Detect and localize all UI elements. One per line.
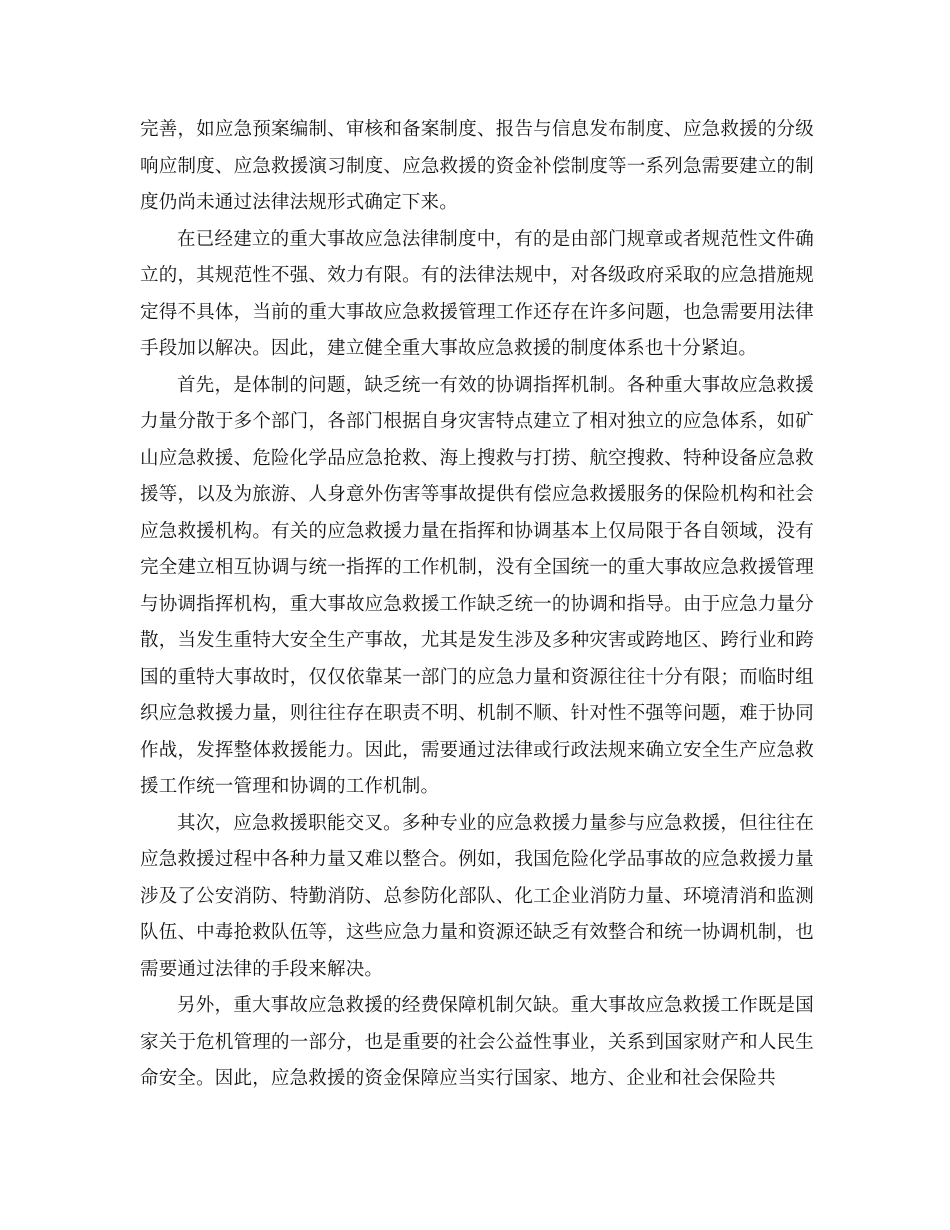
paragraph-1: 完善，如应急预案编制、审核和备案制度、报告与信息发布制度、应急救援的分级响应制度、应急救援演习制度、应急救援的资金补偿制度等一系列急需要建立的制度仍尚未通过法律法规形式确定下来。	[140, 119, 814, 213]
paragraph-3: 首先，是体制的问题，缺乏统一有效的协调指挥机制。各种重大事故应急救援力量分散于多个部门，各部门根据自身灾害特点建立了相对独立的应急体系，如矿山应急救援、危险化学品应急抢救、海上搜救与打捞、航空搜救、特种设备应急救援等，以及为旅游、人身意外伤害等事故提供有偿应急救援服务的保险机构和社会应急救援机构。有关的应急救援力量在指挥和协调基本上仅局限于各自领域，没有完全建立相互协调与统一指挥的工作机制，没有全国统一的重大事故应急救援管理与协调指挥机构，重大事故应急救援工作缺乏统一的协调和指导。由于应急力量分散，当发生重特大安全生产事故，尤其是发生涉及多种灾害或跨地区、跨行业和跨国的重特大事故时，仅仅依靠某一部门的应急力量和资源往往十分有限；而临时组织应急救援力量，则往往存在职责不明、机制不顺、针对性不强等问题，难于协同作战，发挥整体救援能力。因此，需要通过法律或行政法规来确立安全生产应急救援工作统一管理和协调的工作机制。	[140, 374, 814, 797]
document-body	[140, 112, 814, 1098]
paragraph-5: 另外，重大事故应急救援的经费保障机制欠缺。重大事故应急救援工作既是国家关于危机管理的一部分，也是重要的社会公益性事业，关系到国家财产和人民生命安全。因此，应急救援的资金保障应当实行国家、地方、企业和社会保险共	[140, 995, 814, 1089]
paragraph-4: 其次，应急救援职能交叉。多种专业的应急救援力量参与应急救援，但往往在应急救援过程中各种力量又难以整合。例如，我国危险化学品事故的应急救援力量涉及了公安消防、特勤消防、总参防化部队、化工企业消防力量、环境清消和监测队伍、中毒抢救队伍等，这些应急力量和资源还缺乏有效整合和统一协调机制，也需要通过法律的手段来解决。	[140, 812, 814, 980]
paragraph-2: 在已经建立的重大事故应急法律制度中，有的是由部门规章或者规范性文件确立的，其规范性不强、效力有限。有的法律法规中，对各级政府采取的应急措施规定得不具体，当前的重大事故应急救援管理工作还存在许多问题，也急需要用法律手段加以解决。因此，建立健全重大事故应急救援的制度体系也十分紧迫。	[140, 228, 814, 359]
